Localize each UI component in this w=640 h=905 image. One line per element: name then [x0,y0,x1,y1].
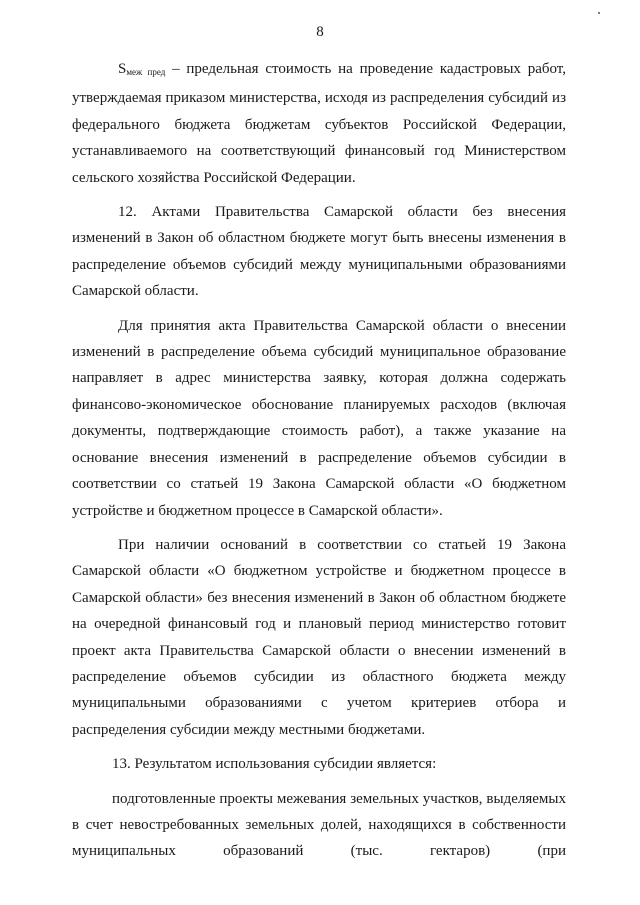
scan-speck [598,12,600,14]
formula-definition-text: – предельная стоимость на проведение кадастровых работ, утверждаемая приказом министерства, исходя из распределения субсидий из федерального бюджета бюджетам субъектов Российской Федерации, устанавливаемого на соответствующий финансовый год Министерством сельского хозяйства Российской Федерации. [72,61,566,186]
paragraph-formula-definition [72,56,566,191]
paragraph-12: 12. Актами Правительства Самарской области без внесения изменений в Закон об областном бюджете могут быть внесены изменения в распределение объемов субсидий между муниципальными образованиями Самарской области. [72,204,566,300]
page-number: 8 [316,24,324,40]
paragraph-act-adoption: Для принятия акта Правительства Самарской области о внесении изменений в распределение объема субсидий муниципальное образование направляет в адрес министерства заявку, которая должна содержать финансово-экономическое обоснование планируемых расходов (включая документы, подтверждающие стоимость работ), а также указание на основание внесения изменений в распределение объемов субсидии в соответствии со статьей 19 Закона Самарской области «О бюджетном устройстве и бюджетном процессе в Самарской области». [72,317,566,519]
formula-subscript: меж пред [126,67,166,77]
paragraph-grounds: При наличии оснований в соответствии со статьей 19 Закона Самарской области «О бюджетном устройстве и бюджетном процессе в Самарской области» без внесения изменений в Закон об областном бюджете на очередной финансовый год и плановый период министерство готовит проект акта Правительства Самарской области о внесении изменений в распределение объемов субсидии из областного бюджета между муниципальными образованиями с учетом критериев отбора и распределения субсидии между местными бюджетами. [72,536,566,738]
paragraph-result: подготовленные проекты межевания земельных участков, выделяемых в счет невостребованных земельных долей, находящихся в собственности муниципальных образований (тыс. гектаров) (при [72,790,566,860]
formula-symbol: S [118,61,127,77]
document-body [72,56,566,873]
paragraph-13: 13. Результатом использования субсидии является: [112,756,437,773]
